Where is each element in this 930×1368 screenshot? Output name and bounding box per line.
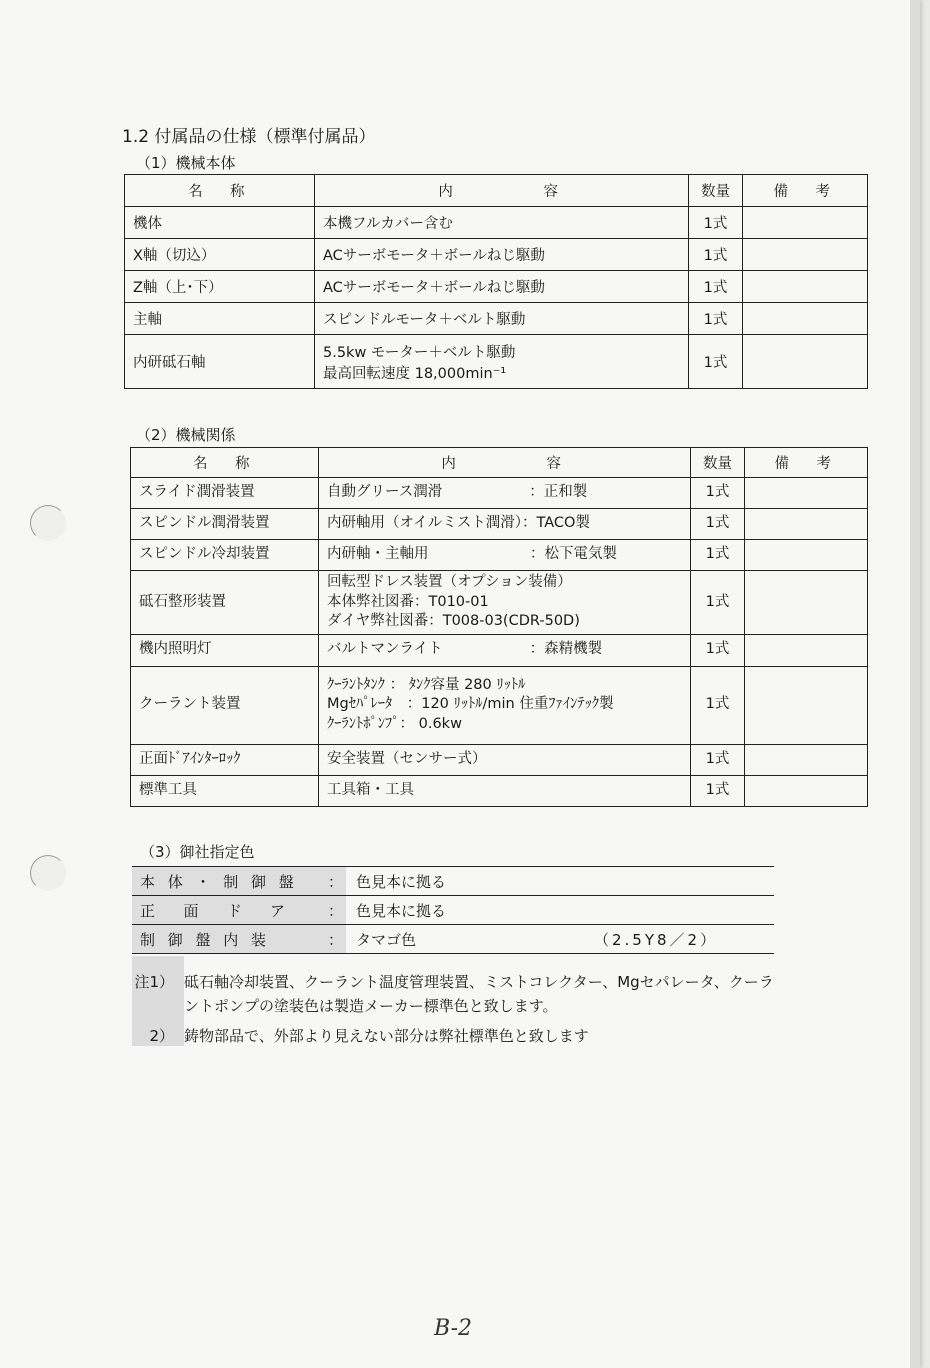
color-separator: ： [328,925,346,953]
row-note [745,540,868,571]
color-separator: ： [328,867,346,895]
row-content [319,666,691,744]
color-label: 本体・制御盤 [132,867,328,895]
content-line: 内研軸・主軸用 ：松下電気製 [327,546,617,563]
header-content: 内 容 [319,448,691,478]
notes [132,956,774,1048]
header-name: 名 称 [131,448,319,478]
row-note [743,239,868,271]
table-row [125,335,868,389]
table-row [131,634,868,666]
row-qty: 1式 [689,303,743,335]
content-line: 安全装置（センサー式） [327,750,487,767]
table-header [131,448,868,478]
header-name: 名 称 [125,175,315,207]
row-note [743,271,868,303]
table-row [131,478,868,509]
table-row [125,303,868,335]
note-text: 砥石軸冷却装置、クーラント温度管理装置、ミストコレクター、Mgセパレータ、クーラントポンプの塗装色は製造メーカー標準色と致します。 [184,973,774,1015]
row-content [319,744,691,775]
row-qty: 1式 [691,634,745,666]
row-name: 標準工具 [131,775,319,806]
row-note [743,207,868,239]
color-row [132,896,774,925]
row-name: スピンドル潤滑装置 [131,509,319,540]
note-text: 鋳物部品で、外部より見えない部分は弊社標準色と致します [184,1027,589,1045]
row-qty: 1式 [689,335,743,389]
page-edge [910,0,920,1368]
row-name: 正面ﾄﾞｱｲﾝﾀｰﾛｯｸ [131,744,319,775]
table-row [131,775,868,806]
color-value: 色見本に拠る [356,872,447,891]
row-content [319,775,691,806]
row-qty: 1式 [689,239,743,271]
color-label: 正面ドア [132,896,328,924]
row-content [319,634,691,666]
row-note [745,571,868,635]
row-name: 主軸 [125,303,315,335]
table-row [131,509,868,540]
table-row [125,239,868,271]
content-line: ｸｰﾗﾝﾄﾎﾟﾝﾌﾟ： 0.6kw [327,715,462,732]
page-title: 1.2 付属品の仕様（標準付属品） [122,127,376,147]
row-note [745,634,868,666]
table-row [125,207,868,239]
row-qty: 1式 [691,509,745,540]
table-row [131,666,868,744]
row-note [745,478,868,509]
row-qty: 1式 [691,540,745,571]
row-note [745,666,868,744]
header-content: 内 容 [315,175,689,207]
row-name: 内研砥石軸 [125,335,315,389]
note-item [132,970,774,1018]
row-qty: 1式 [689,271,743,303]
row-qty: 1式 [689,207,743,239]
content-line: 内研軸用（オイルミスト潤滑）：TACO製 [327,515,590,532]
color-value: 色見本に拠る [356,901,447,920]
content-line: ACサーボモータ＋ボールねじ駆動 [323,280,545,296]
row-content [315,271,689,303]
row-name: スピンドル冷却装置 [131,540,319,571]
row-note [745,509,868,540]
content-line: 回転型ドレス装置（オプション装備） [327,574,572,590]
machine-body-table [124,174,868,389]
header-qty: 数量 [689,175,743,207]
content-line: 本体弊社図番：T010-01 [327,593,489,610]
content-line: 5.5kw モーター＋ベルト駆動 [323,344,516,361]
row-content [315,335,689,389]
header-note: 備 考 [745,448,868,478]
content-line: スピンドルモータ＋ベルト駆動 [323,312,526,328]
note-number: 2） [149,1027,174,1045]
row-name: 機内照明灯 [131,634,319,666]
row-content [319,571,691,635]
row-qty: 1式 [691,775,745,806]
row-qty: 1式 [691,744,745,775]
row-content [319,540,691,571]
note-item [132,1024,774,1048]
row-name: Z軸（上･下） [125,271,315,303]
punch-hole [30,505,66,541]
color-label: 制御盤内装 [132,925,328,953]
machine-related-table [130,447,868,807]
color-value: タマゴ色 [356,930,417,949]
row-content [315,207,689,239]
color-spec-list [132,866,774,954]
row-name: スライド潤滑装置 [131,478,319,509]
table-header [125,175,868,207]
section1-heading: （1）機械本体 [136,154,236,172]
row-note [745,775,868,806]
header-qty: 数量 [691,448,745,478]
row-qty: 1式 [691,666,745,744]
content-line: Mgｾﾊﾟﾚｰﾀ ：120 ﾘｯﾄﾙ/min 住重ﾌｧｲﾝﾃｯｸ製 [327,696,614,713]
page-number: B-2 [434,1316,473,1341]
section3-heading: （3）御社指定色 [140,843,255,861]
content-line: ダイヤ弊社図番：T008-03(CDR-50D) [327,613,580,630]
content-line: バルトマンライト ：森精機製 [327,641,603,658]
row-content [315,303,689,335]
content-line: 最高回転速度 18,000min⁻¹ [323,365,507,382]
color-row [132,925,774,954]
section2-heading: （2）機械関係 [136,426,236,444]
content-line: ACサーボモータ＋ボールねじ駆動 [323,248,545,264]
row-name: 機体 [125,207,315,239]
row-content [319,478,691,509]
row-content [315,239,689,271]
color-code: （2.5Y8／2） [594,930,719,949]
content-line: ｸｰﾗﾝﾄﾀﾝｸ ： ﾀﾝｸ容量 280 ﾘｯﾄﾙ [327,676,526,693]
note-number: 注1） [134,973,174,991]
content-line: 本機フルカバー含む [323,216,453,232]
table-row [131,571,868,635]
color-row [132,866,774,896]
header-note: 備 考 [743,175,868,207]
row-content [319,509,691,540]
punch-hole [30,855,66,891]
row-name: X軸（切込） [125,239,315,271]
content-line: 工具箱・工具 [327,781,414,798]
row-note [743,335,868,389]
row-qty: 1式 [691,478,745,509]
row-qty: 1式 [691,571,745,635]
color-separator: ： [328,896,346,924]
row-name: 砥石整形装置 [131,571,319,635]
table-row [125,271,868,303]
row-name: クーラント装置 [131,666,319,744]
content-line: 自動グリース潤滑 ：正和製 [327,484,588,501]
row-note [745,744,868,775]
table-row [131,540,868,571]
table-row [131,744,868,775]
row-note [743,303,868,335]
